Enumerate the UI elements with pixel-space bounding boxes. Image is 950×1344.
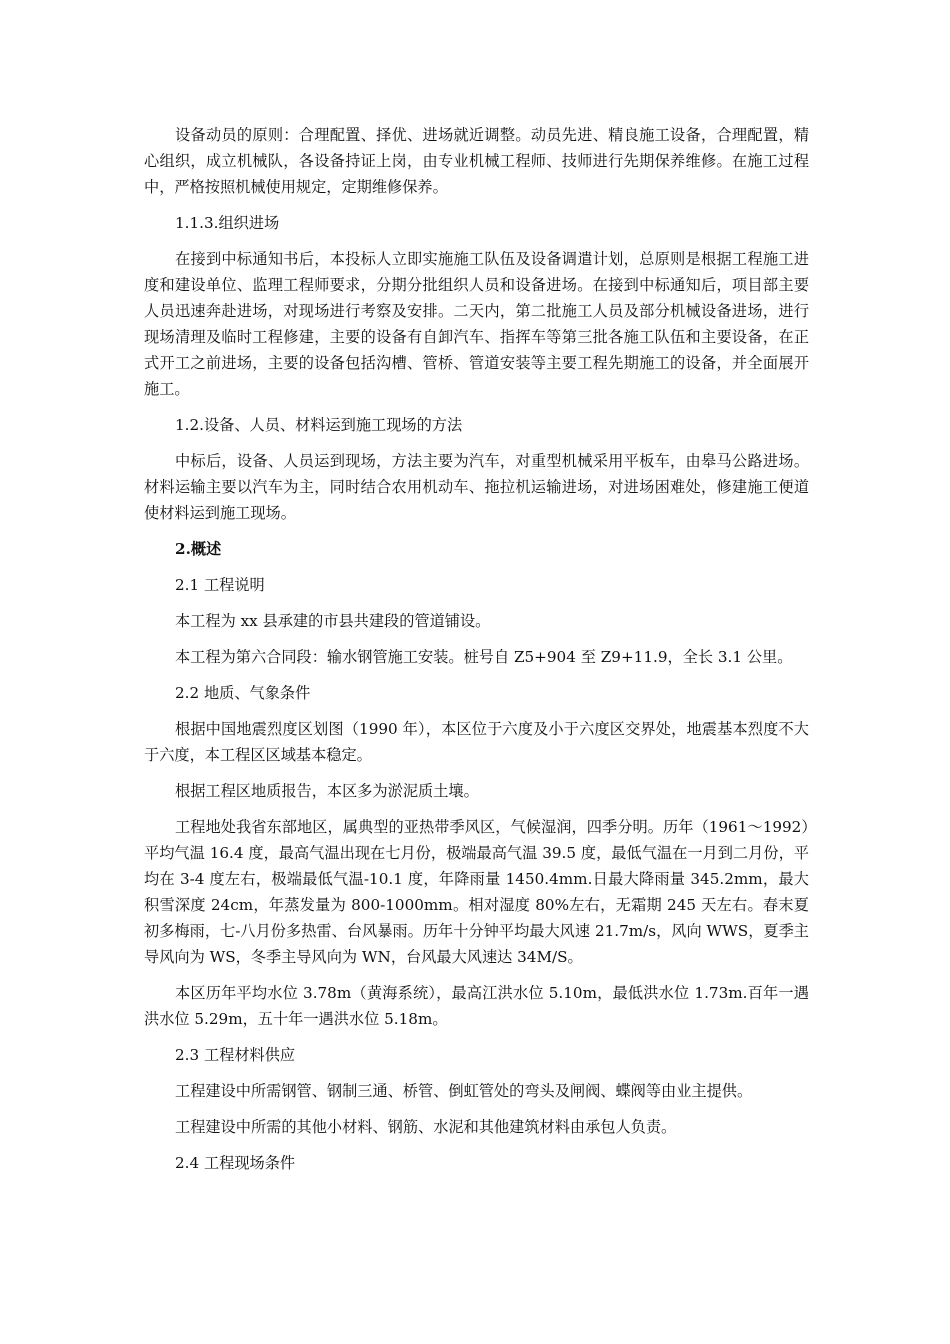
section-heading-2-3: 2.3 工程材料供应	[175, 1046, 296, 1064]
paragraph-climate: 工程地处我省东部地区，属典型的亚热带季风区，气候湿润，四季分明。历年（1961～1992）平均气温 16.4 度，最高气温出现在七月份，极端最高气温 39.5 度，最低气温在一月到二月份，平均在 3-4 度左右，极端最低气温-10.1 度，年降雨量 1450.4mm.日最大降雨量 345.2mm，最大积雪深度 24cm，年蒸发量为 800-1000mm。相对湿度 80%左右，无霜期 245 天左右。春末夏初多梅雨，七-八月份多热雷、台风暴雨。历年十分钟平均最大风速 21.7m/s，风向 WWS，夏季主导风向为 WS，冬季主导风向为 WN，台风最大风速达 34M/S。	[144, 818, 809, 966]
section-heading-2-2: 2.2 地质、气象条件	[175, 684, 311, 702]
paragraph-organize-entry: 在接到中标通知书后，本投标人立即实施施工队伍及设备调遣计划，总原则是根据工程施工进度和建设单位、监理工程师要求，分期分批组织人员和设备进场。在接到中标通知后，项目部主要人员迅速奔赴进场，对现场进行考察及安排。二天内，第二批施工人员及部分机械设备进场，进行现场清理及临时工程修建，主要的设备有自卸汽车、指挥车等第三批各施工队伍和主要设备，在正式开工之前进场，主要的设备包括沟槽、管桥、管道安装等主要工程先期施工的设备，并全面展开施工。	[144, 250, 809, 398]
section-heading-1-1-3: 1.1.3.组织进场	[175, 214, 280, 232]
paragraph-seismic: 根据中国地震烈度区划图（1990 年），本区位于六度及小于六度区交界处，地震基本烈度不大于六度，本工程区区域基本稳定。	[144, 720, 809, 764]
section-heading-1-2: 1.2.设备、人员、材料运到施工现场的方法	[175, 416, 463, 434]
section-heading-2-1: 2.1 工程说明	[175, 576, 265, 594]
section-heading-2-4: 2.4 工程现场条件	[175, 1154, 296, 1172]
paragraph-owner-supply: 工程建设中所需钢管、钢制三通、桥管、倒虹管处的弯头及闸阀、蝶阀等由业主提供。	[175, 1082, 753, 1100]
paragraph-project-scope: 本工程为 xx 县承建的市县共建段的管道铺设。	[175, 612, 491, 630]
paragraph-water-level: 本区历年平均水位 3.78m（黄海系统），最高江洪水位 5.10m，最低洪水位 1.73m.百年一遇洪水位 5.29m，五十年一遇洪水位 5.18m。	[144, 984, 809, 1028]
section-heading-2: 2.概述	[175, 540, 222, 558]
paragraph-contract-section: 本工程为第六合同段：输水钢管施工安装。桩号自 Z5+904 至 Z9+11.9，全长 3.1 公里。	[175, 648, 793, 666]
paragraph-equipment-principle: 设备动员的原则：合理配置、择优、进场就近调整。动员先进、精良施工设备，合理配置，精心组织，成立机械队，各设备持证上岗，由专业机械工程师、技师进行先期保养维修。在施工过程中，严格按照机械使用规定，定期维修保养。	[144, 126, 809, 196]
paragraph-transport-method: 中标后，设备、人员运到现场，方法主要为汽车，对重型机械采用平板车，由皋马公路进场。材料运输主要以汽车为主，同时结合农用机动车、拖拉机运输进场，对进场困难处，修建施工便道使材料运到施工现场。	[144, 452, 809, 522]
paragraph-contractor-supply: 工程建设中所需的其他小材料、钢筋、水泥和其他建筑材料由承包人负责。	[175, 1118, 677, 1136]
paragraph-soil: 根据工程区地质报告，本区多为淤泥质土壤。	[175, 782, 479, 800]
